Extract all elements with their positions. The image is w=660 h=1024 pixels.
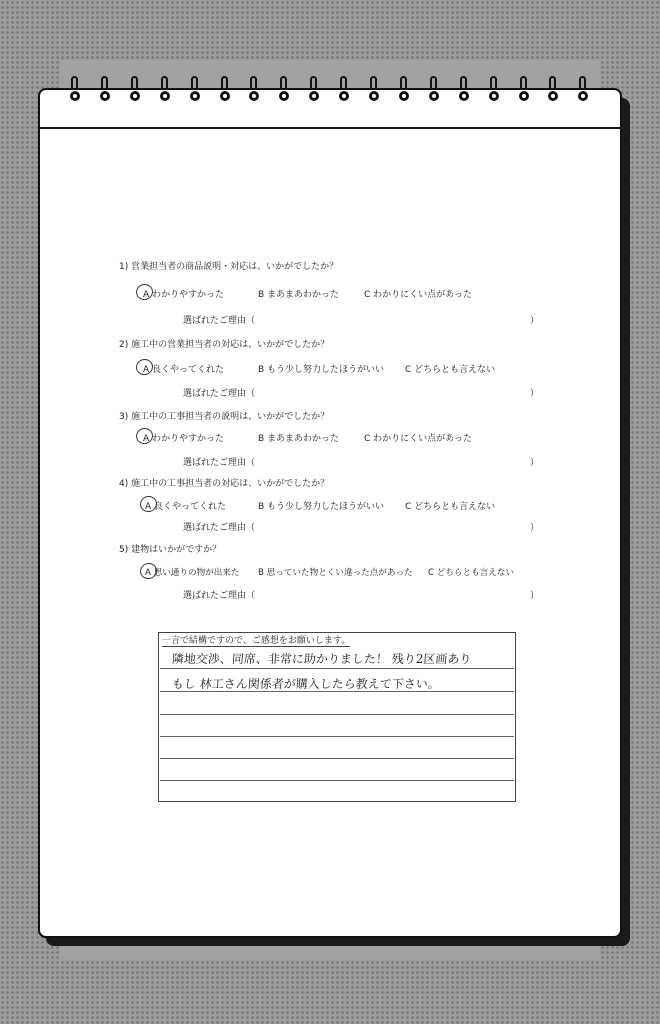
spiral-ring bbox=[429, 76, 439, 106]
spiral-ring bbox=[220, 76, 230, 106]
spiral-ring bbox=[100, 76, 110, 106]
spiral-ring bbox=[70, 76, 80, 106]
q3-option-b: B まあまあわかった bbox=[258, 434, 340, 444]
q5-option-a: A 思い通りの物が出来た bbox=[145, 568, 240, 578]
handwritten-comment-line-1: 隣地交渉、同席、非常に助かりました！ 残り2区画あり bbox=[171, 652, 472, 666]
spiral-ring bbox=[279, 76, 289, 106]
spiral-ring bbox=[249, 76, 259, 106]
spiral-ring bbox=[160, 76, 170, 106]
q3-reason-label: 選ばれたご理由（ bbox=[183, 458, 256, 468]
q2-option-a: A 良くやってくれた bbox=[143, 365, 225, 375]
q4-option-a: A 良くやってくれた bbox=[145, 502, 227, 512]
spiral-ring bbox=[489, 76, 499, 106]
notebook-header-line bbox=[40, 127, 620, 129]
ruled-line bbox=[160, 668, 514, 669]
spiral-ring bbox=[459, 76, 469, 106]
ruled-line bbox=[160, 736, 514, 737]
spiral-ring bbox=[548, 76, 558, 106]
ruled-line bbox=[160, 780, 514, 781]
q3-option-c: C わかりにくい点があった bbox=[364, 434, 473, 444]
spiral-ring bbox=[519, 76, 529, 106]
q3-reason-close: ） bbox=[530, 458, 540, 468]
q4-reason-label: 選ばれたご理由（ bbox=[183, 523, 256, 533]
spiral-ring bbox=[339, 76, 349, 106]
spiral-ring bbox=[190, 76, 200, 106]
q2-option-c: C どちらとも言えない bbox=[405, 365, 496, 375]
spiral-ring bbox=[369, 76, 379, 106]
spiral-ring bbox=[578, 76, 588, 106]
q2-reason-close: ） bbox=[530, 389, 540, 399]
ruled-line bbox=[160, 758, 514, 759]
question-2: 2) 施工中の営業担当者の対応は、いかがでしたか？ bbox=[119, 340, 330, 350]
q2-reason-label: 選ばれたご理由（ bbox=[183, 389, 256, 399]
q2-option-b: B もう少し努力したほうがいい bbox=[258, 365, 385, 375]
question-3: 3) 施工中の工事担当者の説明は、いかがでしたか？ bbox=[119, 412, 330, 422]
comment-title: 一言で結構ですので、ご感想をお願いします。 bbox=[162, 633, 350, 647]
q1-option-a: A わかりやすかった bbox=[143, 290, 225, 300]
q5-option-c: C どちらとも言えない bbox=[428, 568, 515, 578]
question-5: 5) 建物はいかがですか？ bbox=[119, 545, 222, 555]
notebook-page bbox=[38, 88, 622, 938]
question-4: 4) 施工中の工事担当者の対応は、いかがでしたか？ bbox=[119, 479, 330, 489]
ruled-line bbox=[160, 714, 514, 715]
q1-option-b: B まあまあわかった bbox=[258, 290, 340, 300]
spiral-ring bbox=[399, 76, 409, 106]
q1-reason-label: 選ばれたご理由（ bbox=[183, 316, 256, 326]
spiral-ring bbox=[309, 76, 319, 106]
q1-option-c: C わかりにくい点があった bbox=[364, 290, 473, 300]
question-1: 1) 営業担当者の商品説明・対応は、いかがでしたか？ bbox=[119, 262, 339, 272]
q5-option-b: B 思っていた物とくい違った点があった bbox=[258, 568, 413, 578]
q5-reason-label: 選ばれたご理由（ bbox=[183, 591, 256, 601]
spiral-ring bbox=[130, 76, 140, 106]
q4-option-b: B もう少し努力したほうがいい bbox=[258, 502, 385, 512]
q3-option-a: A わかりやすかった bbox=[143, 434, 225, 444]
handwritten-comment-line-2: もし 林工さん関係者が購入したら教えて下さい。 bbox=[171, 677, 441, 691]
q4-option-c: C どちらとも言えない bbox=[405, 502, 496, 512]
q1-reason-close: ） bbox=[530, 316, 540, 326]
q5-reason-close: ） bbox=[530, 591, 540, 601]
q4-reason-close: ） bbox=[530, 523, 540, 533]
